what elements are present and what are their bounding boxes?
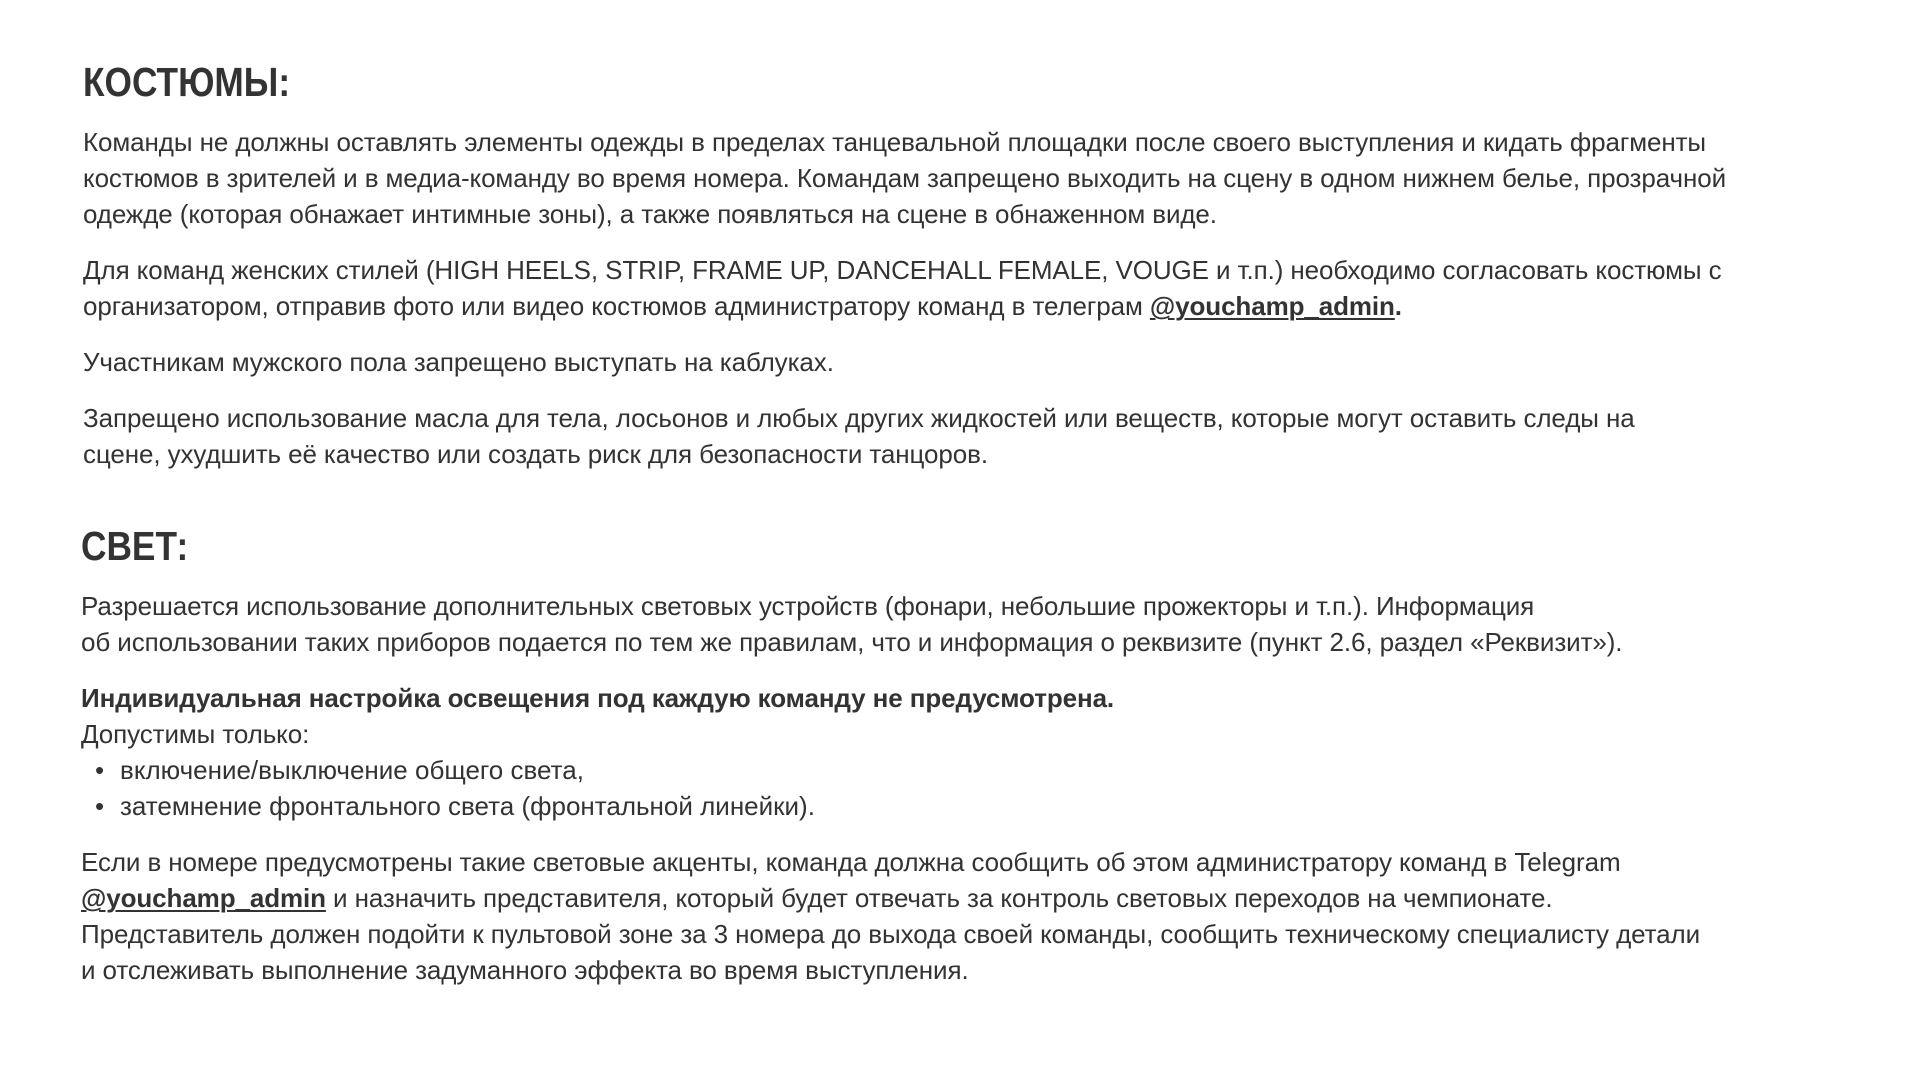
costumes-paragraph-oils (83, 400, 1883, 472)
text-fragment: . (1394, 291, 1402, 321)
text-line: Запрещено использование масла для тела, лосьонов и любых других жидкостей или веществ, которые могут оставить следы на (83, 403, 1635, 433)
allowed-intro: Допустимы только: (81, 719, 310, 749)
bold-note: Индивидуальная настройка освещения под каждую команду не предусмотрена. (81, 683, 1115, 713)
text-line: Участникам мужского пола запрещено выступать на каблуках. (83, 347, 834, 377)
text-line (81, 880, 1881, 916)
light-paragraph-accents (81, 844, 1881, 988)
telegram-admin-link[interactable]: @youchamp_admin (1149, 291, 1395, 321)
text-line: Представитель должен подойти к пультовой зоне за 3 номера до выхода своей команды, сообщить техническому специалисту детали (81, 919, 1701, 949)
light-heading: СВЕТ: (81, 523, 189, 569)
text-line: об использовании таких приборов подается по тем же правилам, что и информация о реквизите (пункт 2.6, раздел «Реквизит»). (81, 627, 1623, 657)
text-line: Если в номере предусмотрены такие световые акценты, команда должна сообщить об этом администратору команд в Telegram (81, 847, 1621, 877)
text-line (83, 288, 1883, 324)
text-line: Команды не должны оставлять элементы одежды в пределах танцевальной площадки после своего выступления и кидать фрагменты (83, 127, 1707, 157)
text-fragment: и назначить представителя, который будет отвечать за контроль световых переходов на чемпионате. (325, 883, 1553, 913)
costumes-paragraph-clothing (83, 124, 1883, 232)
text-line: одежде (которая обнажает интимные зоны), а также появляться на сцене в обнаженном виде. (83, 199, 1217, 229)
costumes-heading: КОСТЮМЫ: (83, 59, 291, 105)
list-item-text: включение/выключение общего света, (120, 755, 584, 785)
list-item (81, 788, 1881, 824)
telegram-admin-link[interactable]: @youchamp_admin (81, 883, 326, 913)
text-line: сцене, ухудшить её качество или создать риск для безопасности танцоров. (83, 439, 988, 469)
text-line: Разрешается использование дополнительных световых устройств (фонари, небольшие прожекторы и т.п.). Информация (81, 591, 1535, 621)
text-line: и отслеживать выполнение задуманного эффекта во время выступления. (81, 955, 969, 985)
bullet-icon: • (95, 791, 105, 821)
costumes-section (83, 58, 1883, 492)
costumes-paragraph-female-styles (83, 252, 1883, 324)
bullet-icon: • (95, 755, 105, 785)
list-item-text: затемнение фронтального света (фронтальной линейки). (120, 791, 815, 821)
text-line: костюмов в зрителей и в медиа-команду во время номера. Командам запрещено выходить на сцену в одном нижнем белье, прозрачной (83, 163, 1727, 193)
text-fragment: организатором, отправив фото или видео костюмов администратору команд в телеграм (83, 291, 1150, 321)
light-paragraph-settings (81, 680, 1881, 752)
light-section (81, 522, 1881, 1008)
text-line: Для команд женских стилей (HIGH HEELS, STRIP, FRAME UP, DANCEHALL FEMALE, VOUGE и т.п.) необходимо согласовать костюмы с (83, 255, 1722, 285)
list-item (81, 752, 1881, 788)
light-paragraph-devices (81, 588, 1881, 660)
costumes-paragraph-heels (83, 344, 1883, 380)
allowed-list (81, 752, 1881, 824)
